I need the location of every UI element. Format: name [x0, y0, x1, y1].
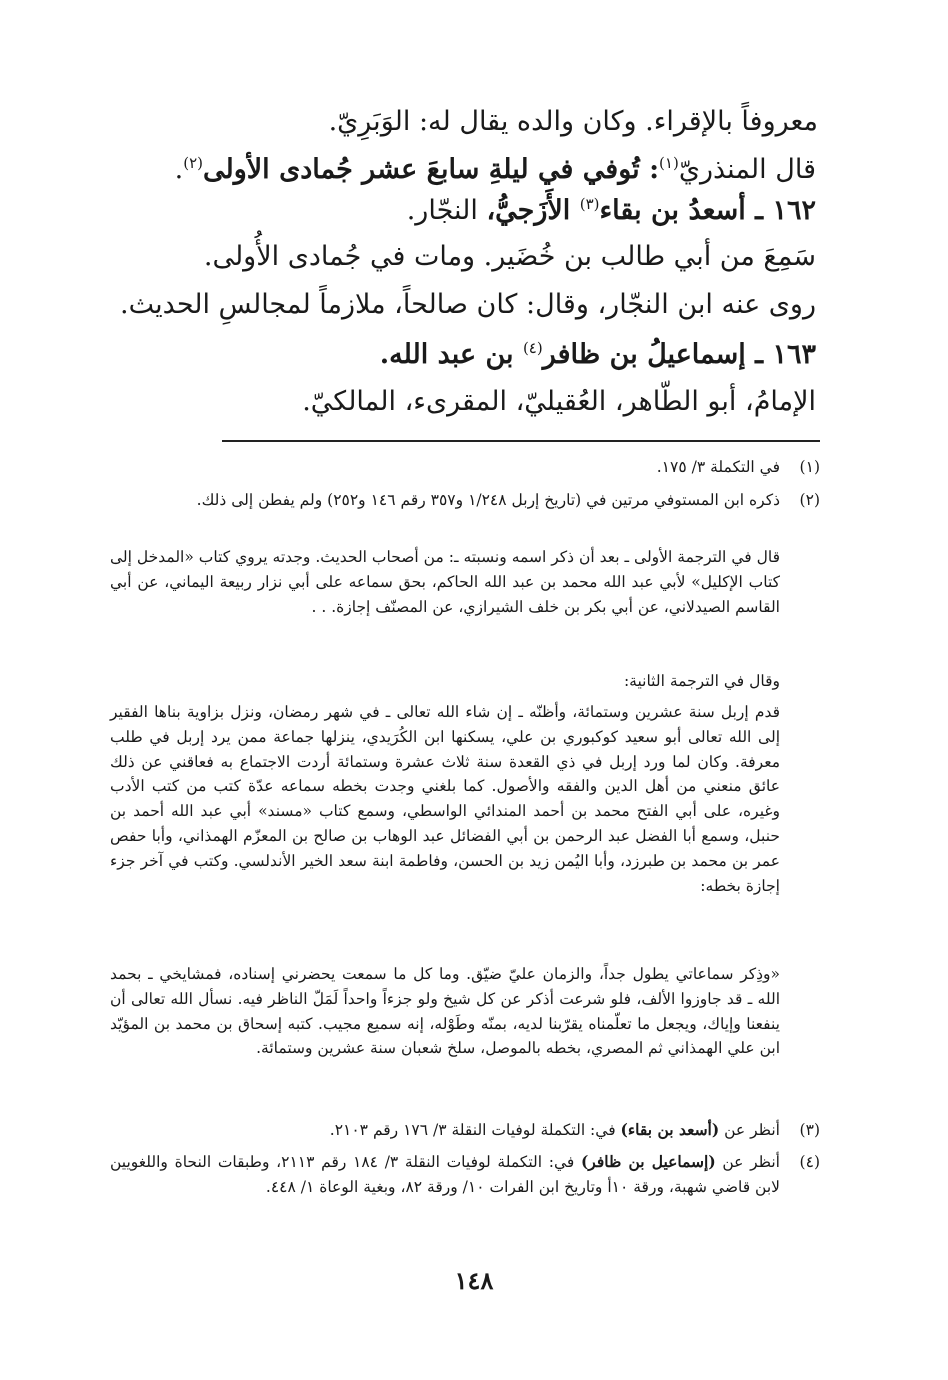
text-line: معروفاً بالإقراء. وكان والده يقال له: الوَبَرِيّ. [328, 106, 818, 137]
footnote-paragraph: وقال في الترجمة الثانية: [623, 672, 780, 690]
footnote-quote: «وذِكر سماعاتي يطول جداً، والزمان عليّ ضيّق. وما كل ما سمعت يحضرني إسناده، فمشايخي ـ بحمد الله ـ قد جاوزوا الألف، فلو شرعت أذكر عن كل شيخ ولو جزءاً واحداً لَمَلّ الناظر فيه. نسأل الله تعالى أن ينفعنا وإياك، ويجعل ما تعلّمناه يقرّبنا لديه، بمنّه وطَوْله، إنه سميع مجيب. كتبه إسحاق بن محمد بن المؤيّد ابن علي الهمذاني ثم المصري، بخطه بالموصل، سلخ شعبان سنة عشرين وستمائة. [110, 965, 780, 1058]
entry-nisba: الأَزَجيُّ، [486, 195, 580, 226]
text-run: : تُوفي في ليلةِ سابعَ عشر جُمادى الأولى [203, 154, 660, 185]
footnote-ref: (٢) [183, 154, 204, 172]
text-line: روى عنه ابن النجّار، وقال: كان صالحاً، ملازماً لمجالسِ الحديث. [120, 289, 816, 320]
entry-name: ١٦٢ ـ أسعدُ بن بقاء [599, 195, 816, 226]
footnote-number: (٢) [799, 491, 820, 509]
footnote-ref: (٣) [579, 195, 600, 213]
footnote-number: (٤) [799, 1153, 820, 1171]
page-number: ١٤٨ [454, 1266, 494, 1295]
entry-name: بن عبد الله. [379, 339, 523, 370]
cited-name: (أسعد بن بقاء) [620, 1120, 720, 1139]
text-run: أنظر عن [719, 1121, 780, 1139]
entry-heading [407, 194, 816, 228]
footnote-text [110, 1118, 780, 1143]
text-line: سَمِعَ من أبي طالب بن خُضَير. ومات في جُمادى الأُولى. [203, 241, 816, 272]
footnote-number: (٣) [799, 1121, 820, 1139]
text-line [175, 153, 816, 187]
footnote-text: ذكره ابن المستوفي مرتين في (تاريخ إربل ١/٢٤٨ و٣٥٧ رقم ١٤٦ و٢٥٢) ولم يفطن إلى ذلك. [196, 491, 780, 509]
text-run: في: التكملة لوفيات النقلة ٣/ ١٨٤ رقم ٢١١٣، وطبقات النحاة واللغويين لابن قاضي شهبة، ورقة ١٠أ وتاريخ ابن الفرات ١٠/ ورقة ٨٢، وبغية الوعاة ١/ ٤٤٨. [110, 1153, 780, 1196]
entry-heading [380, 338, 816, 372]
text-run: النجّار. [406, 195, 487, 226]
text-run: . [174, 154, 184, 185]
text-line: الإمامُ، أبو الطّاهر، العُقيليّ، المقرىء، المالكيّ. [302, 386, 816, 417]
footnote-paragraph: قال في الترجمة الأولى ـ بعد أن ذكر اسمه ونسبته ـ: من أصحاب الحديث. وجدته يروي كتاب «المدخل إلى كتاب الإكليل» لأبي عبد الله محمد بن عبد الله الحاكم، بحق سماعه على أبي نزار ربيعة اليماني، عن أبي القاسم الصيدلاني، عن أبي بكر بن خلف الشيرازي، عن المصنّف إجازة. . . [110, 548, 780, 616]
footnote-divider [222, 440, 820, 442]
text-run: قال المنذريّ [678, 154, 816, 185]
text-run: أنظر عن [715, 1153, 780, 1171]
footnote-paragraph: قدم إربل سنة عشرين وستمائة، وأظنّه ـ إن شاء الله تعالى ـ في شهر رمضان، ونزل بزاوية بناها الفقير إلى الله تعالى أبو سعيد كوكبوري بن علي، يسكنها ابن الكُرَيدي، ينزلها جماعة ممن يرد إربل في طلب معرفة. وكان لما ورد إربل في ذي القعدة سنة ثلاث عشرة وستمائة أردت الاجتماع به فعاقني عن ذلك عائق منعني من أهل الدين والفقه والأصول. كما بلغني وجدت بخطه سماعه عدّة كتب من كتب الأدب وغيره، على أبي الفتح محمد بن أحمد المندائي الواسطي، وسمع كتاب «مسند» أبي عبد الله أحمد بن حنبل، وسمع أبا الفضل عبد الرحمن بن أبي الفضائل عبد الوهاب بن صالح بن المعزّم الهمذاني، وأبا حفص عمر بن محمد بن طبرزد، وأبا اليُمن زيد بن الحسن، وفاطمة ابنة سعد الخير الأندلسي. وكتب في آخر جزء إجازة بخطه: [110, 703, 780, 895]
footnote-number: (١) [799, 458, 820, 476]
entry-name: ١٦٣ ـ إسماعيلُ بن ظافر [542, 339, 816, 370]
footnote-ref: (٤) [522, 339, 543, 357]
footnote-text [110, 1150, 780, 1200]
footnote-text: في التكملة ٣/ ١٧٥. [656, 458, 780, 476]
footnote-ref: (١) [659, 154, 679, 172]
text-run: في: التكملة لوفيات النقلة ٣/ ١٧٦ رقم ٢١٠٣. [329, 1121, 621, 1139]
cited-name: (إسماعيل بن ظافر) [580, 1152, 716, 1171]
